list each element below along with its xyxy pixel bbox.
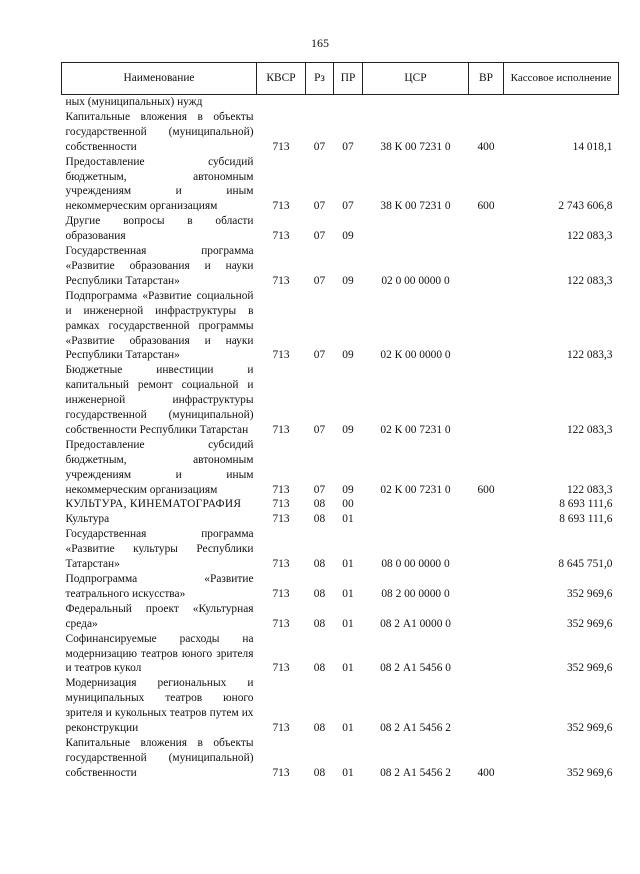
cell-csr [363,214,469,244]
table-row [62,736,619,781]
cell-kvsr: 713 [272,349,290,362]
cell-pr: 01 [342,513,354,526]
header-pr: ПР [334,63,363,95]
cell-name: Предоставление субсидий бюджетным, автономным учреждениям и иным некоммерческим организациям [65,438,254,496]
cell-pr: 01 [342,587,354,600]
table-row [62,214,619,244]
cell-kvsr: 713 [272,662,290,675]
header-name: Наименование [62,63,257,95]
header-csr: ЦСР [363,63,469,95]
cell-name: Модернизация региональных и муниципальных театров юного зрителя и кукольных театров путем их реконструкции [65,677,254,735]
cell-pr: 09 [342,423,354,436]
cell-amount: 14 018,1 [572,140,613,153]
cell-kvsr: 713 [272,498,290,511]
cell-amount: 122 083,3 [566,230,613,243]
cell-name: Софинансируемые расходы на модернизацию театров юного зрителя и театров кукол [65,632,254,675]
cell-kvsr: 713 [272,274,290,287]
cell-rz: 08 [313,587,326,600]
cell-csr: 02 К 00 7231 0 [380,483,451,496]
table-row [62,572,619,602]
cell-rz: 07 [313,200,326,213]
table-row [62,632,619,677]
cell-amount [504,95,619,110]
cell-vr [469,95,504,110]
cell-amount: 122 083,3 [566,274,613,287]
cell-vr [469,512,504,527]
table-row [62,363,619,438]
cell-kvsr [257,95,306,110]
table-row [62,244,619,289]
cell-vr [469,632,504,677]
cell-kvsr: 713 [272,766,290,779]
cell-rz: 07 [313,140,326,153]
cell-pr: 07 [342,200,354,213]
table-row [62,110,619,155]
table-body [62,95,619,781]
cell-csr [363,497,469,512]
cell-kvsr: 713 [272,483,290,496]
cell-kvsr: 713 [272,558,290,571]
cell-amount: 352 969,6 [566,662,613,675]
cell-amount: 122 083,3 [566,349,613,362]
cell-pr: 09 [342,230,354,243]
cell-rz: 08 [313,766,326,779]
table-row [62,289,619,364]
cell-name: Федеральный проект «Культурная среда» [65,602,254,630]
cell-pr: 09 [342,349,354,362]
table-row [62,95,619,110]
cell-amount: 2 743 606,8 [558,200,613,213]
cell-rz: 07 [313,230,326,243]
cell-vr [469,572,504,602]
cell-rz: 08 [313,558,326,571]
cell-rz: 08 [313,617,326,630]
cell-pr: 07 [342,140,354,153]
cell-name: Подпрограмма «Развитие социальной и инженерной инфраструктуры в рамках государственной программы «Развитие образования и науки Республики Татарстан» [65,289,254,362]
cell-pr: 09 [342,483,354,496]
cell-vr [469,244,504,289]
cell-name: Капитальные вложения в объекты государственной (муниципальной) собственности [65,110,254,153]
cell-vr [469,527,504,572]
cell-amount: 352 969,6 [566,587,613,600]
cell-amount: 8 693 111,6 [559,513,613,526]
cell-csr: 02 К 00 7231 0 [380,423,451,436]
cell-csr: 02 0 00 0000 0 [381,274,450,287]
cell-amount: 8 693 111,6 [559,498,613,511]
cell-vr: 600 [477,483,495,496]
cell-name: Государственная программа «Развитие образования и науки Республики Татарстан» [65,245,254,287]
cell-pr: 01 [342,766,354,779]
cell-pr: 01 [342,662,354,675]
cell-name: Капитальные вложения в объекты государственной (муниципальной) собственности [65,736,254,779]
budget-table [61,62,619,781]
cell-name: Культура [65,513,110,526]
cell-pr: 01 [342,558,354,571]
cell-name: Другие вопросы в области образования [65,215,254,243]
cell-vr [469,214,504,244]
cell-rz: 07 [313,423,326,436]
cell-vr [469,289,504,364]
cell-kvsr: 713 [272,200,290,213]
table-row [62,676,619,736]
cell-name: Государственная программа «Развитие культуры Республики Татарстан» [65,528,254,571]
cell-csr: 08 2 А1 5456 2 [380,722,451,735]
table-header [62,63,619,95]
cell-rz: 07 [313,274,326,287]
cell-csr: 08 0 00 0000 0 [381,558,450,571]
cell-name: КУЛЬТУРА, КИНЕМАТОГРАФИЯ [65,498,242,511]
cell-name: ных (муниципальных) нужд [65,96,203,108]
cell-csr: 02 К 00 0000 0 [380,349,451,362]
table-row [62,512,619,527]
cell-csr: 08 2 А1 5456 0 [380,662,451,675]
cell-amount: 352 969,6 [566,722,613,735]
cell-kvsr: 713 [272,587,290,600]
cell-csr [363,512,469,527]
cell-csr: 08 2 А1 5456 2 [380,766,451,779]
cell-pr: 09 [342,274,354,287]
cell-vr [469,602,504,632]
cell-kvsr: 713 [272,230,290,243]
cell-csr: 08 2 00 0000 0 [381,587,450,600]
cell-kvsr: 713 [272,722,290,735]
cell-amount: 352 969,6 [566,766,613,779]
cell-rz: 08 [313,662,326,675]
cell-name: Подпрограмма «Развитие театрального искусства» [65,573,254,600]
table-row [62,527,619,572]
cell-kvsr: 713 [272,617,290,630]
table-row [62,438,619,498]
table-row [62,602,619,632]
cell-vr [469,363,504,438]
cell-vr [469,676,504,736]
cell-kvsr: 713 [272,513,290,526]
table-row [62,155,619,215]
table-row [62,497,619,512]
cell-rz: 08 [313,513,326,526]
cell-name: Предоставление субсидий бюджетным, автономным учреждениям и иным некоммерческим организациям [65,155,254,213]
header-kvsr: КВСР [257,63,306,95]
cell-vr: 600 [477,200,495,213]
cell-csr [363,95,469,110]
cell-csr: 38 К 00 7231 0 [380,200,451,213]
cell-name: Бюджетные инвестиции и капитальный ремонт социальной и инженерной инфраструктуры государственной (муниципальной) собственности Республики Татарстан [65,364,254,436]
header-rz: Рз [306,63,334,95]
cell-rz: 07 [313,483,326,496]
cell-pr: 01 [342,617,354,630]
cell-csr: 08 2 А1 0000 0 [380,617,451,630]
cell-amount: 352 969,6 [566,617,613,630]
cell-vr: 400 [477,766,495,779]
header-vr: ВР [469,63,504,95]
cell-rz: 07 [313,349,326,362]
cell-rz: 08 [313,722,326,735]
page-number: 165 [311,36,329,50]
cell-pr: 01 [342,722,354,735]
cell-kvsr: 713 [272,140,290,153]
cell-amount: 122 083,3 [566,483,613,496]
cell-kvsr: 713 [272,423,290,436]
cell-amount: 122 083,3 [566,423,613,436]
cell-vr [469,497,504,512]
cell-pr: 00 [342,498,354,511]
header-kass: Кассовое исполнение [504,63,619,95]
cell-vr: 400 [477,140,495,153]
cell-rz [306,95,334,110]
cell-rz: 08 [313,498,326,511]
cell-csr: 38 К 00 7231 0 [380,140,451,153]
cell-amount: 8 645 751,0 [558,558,613,571]
cell-pr [334,95,363,110]
